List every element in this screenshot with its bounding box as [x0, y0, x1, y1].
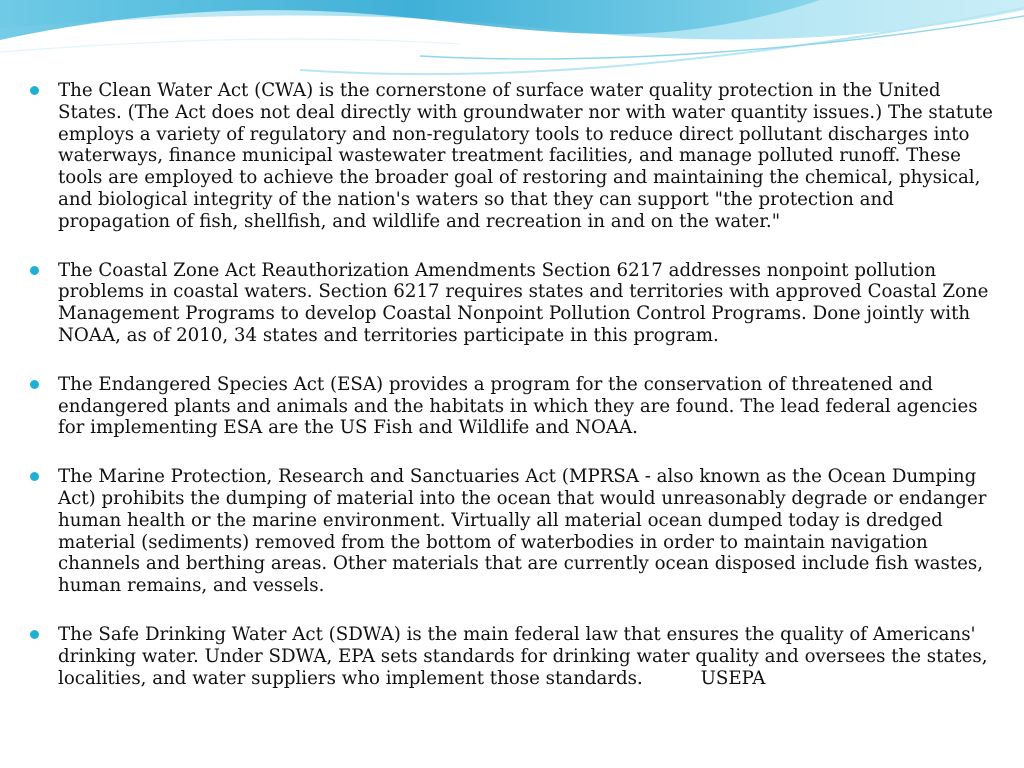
bullet-text: The Endangered Species Act (ESA) provides a program for the conservation of threatened and endangered plants and animals and the habitats in which they are found. The lead federal agencies for implementing ESA are the US Fish and Wildlife and NOAA. [58, 373, 978, 439]
bullet-text: The Coastal Zone Act Reauthorization Amendments Section 6217 addresses nonpoint pollution problems in coastal waters. Section 6217 requires states and territories with approved Coastal Zone Management Programs to develop Coastal Nonpoint Pollution Control Programs. Done jointly with NOAA, as of 2010, 34 states and territories participate in this program. [58, 259, 989, 346]
bullet-text: The Safe Drinking Water Act (SDWA) is the main federal law that ensures the quality of Americans' drinking water. Under SDWA, EPA sets standards for drinking water quality and oversees the states, localities, and water suppliers who implement those standards. [58, 623, 988, 689]
bullet-list [30, 80, 998, 689]
bullet-text: The Marine Protection, Research and Sanctuaries Act (MPRSA - also known as the Ocean Dumping Act) prohibits the dumping of material into the ocean that would unreasonably degrade or endanger human health or the marine environment. Virtually all material ocean dumped today is dredged material (sediments) removed from the bottom of waterbodies in order to maintain navigation channels and berthing areas. Other materials that are currently ocean disposed include fish wastes, human remains, and vessels. [58, 466, 987, 597]
bullet-endangered-species-act [30, 374, 998, 439]
slide-body [30, 80, 998, 689]
bullet-dot-icon [30, 86, 39, 95]
bullet-safe-drinking-water-act [30, 624, 998, 689]
bullet-text: The Clean Water Act (CWA) is the cornerstone of surface water quality protection in the United States. (The Act does not deal directly with groundwater nor with water quantity issues.) The statute employs a variety of regulatory and non-regulatory tools to reduce direct pollutant discharges into waterways, finance municipal wastewater treatment facilities, and manage polluted runoff. These tools are employed to achieve the broader goal of restoring and maintaining the chemical, physical, and biological integrity of the nation's waters so that they can support "the protection and propagation of fish, shellfish, and wildlife and recreation in and on the water." [58, 80, 993, 232]
bullet-dot-icon [30, 380, 39, 389]
bullet-dot-icon [30, 630, 39, 639]
bullet-dot-icon [30, 266, 39, 275]
header-wave-decoration [0, 0, 1024, 90]
bullet-coastal-zone-act [30, 260, 998, 347]
bullet-dot-icon [30, 472, 39, 481]
source-credit: USEPA [700, 667, 766, 689]
bullet-marine-protection-act [30, 466, 998, 597]
wave-line-faint [0, 39, 460, 52]
bullet-clean-water-act [30, 80, 998, 233]
